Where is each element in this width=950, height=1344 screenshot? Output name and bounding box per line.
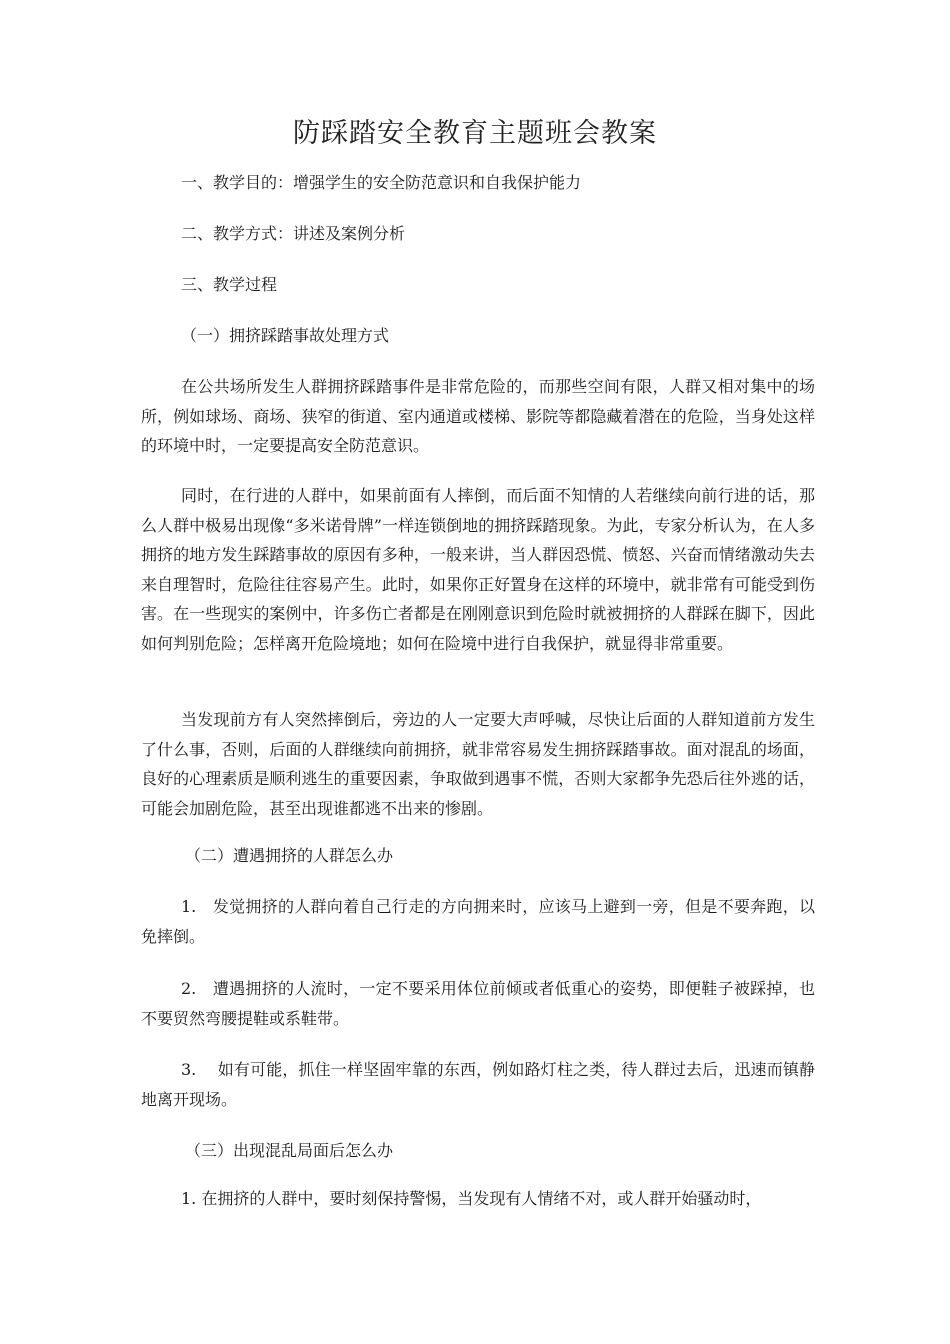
document-title: 防踩踏安全教育主题班会教案 [293,118,657,149]
section-3-heading: （三）出现混乱局面后怎么办 [185,1141,394,1160]
teaching-method: 二、教学方式：讲述及案例分析 [181,224,406,243]
section-1-paragraph-2: 同时，在行进的人群中，如果前面有人摔倒，而后面不知情的人若继续向前行进的话，那么人群中极易出现像“多米诺骨牌”一样连锁倒地的拥挤踩踏现象。为此，专家分析认为，在人多拥挤的地方发生踩踏事故的原因有多种，一般来讲，当人群因恐慌、愤怒、兴奋而情绪激动失去来自理智时，危险往往容易产生。此时，如果你正好置身在这样的环境中，就非常有可能受到伤害。在一些现实的案例中，许多伤亡者都是在刚刚意识到危险时就被拥挤的人群踩在脚下，因此如何判别危险；怎样离开危险境地；如何在险境中进行自我保护，就显得非常重要。 [141,486,815,653]
section-2-item-2: 2. 遭遇拥挤的人流时，一定不要采用体位前倾或者低重心的姿势，即便鞋子被踩掉，也不要贸然弯腰提鞋或系鞋带。 [141,979,815,1028]
section-1-paragraph-3: 当发现前方有人突然摔倒后，旁边的人一定要大声呼喊，尽快让后面的人群知道前方发生了什么事，否则，后面的人群继续向前拥挤，就非常容易发生拥挤踩踏事故。面对混乱的场面，良好的心理素质是顺利逃生的重要因素，争取做到遇事不慌，否则大家都争先恐后往外逃的话，可能会加剧危险，甚至出现谁都逃不出来的惨剧。 [141,710,815,818]
section-2-heading: （二）遭遇拥挤的人群怎么办 [185,846,394,865]
section-3-item-1: 1. 在拥挤的人群中，要时刻保持警惕，当发现有人情绪不对，或人群开始骚动时， [181,1189,762,1208]
section-1-paragraph-1: 在公共场所发生人群拥挤踩踏事件是非常危险的，而那些空间有限，人群又相对集中的场所，例如球场、商场、狭窄的街道、室内通道或楼梯、影院等都隐藏着潜在的危险，当身处这样的环境中时，一定要提高安全防范意识。 [141,377,815,455]
teaching-process-heading: 三、教学过程 [181,275,278,294]
section-2-item-1: 1. 发觉拥挤的人群向着自己行走的方向拥来时，应该马上避到一旁，但是不要奔跑，以免摔倒。 [141,897,815,946]
section-2-item-3: 3. 如有可能，抓住一样坚固牢靠的东西，例如路灯柱之类，待人群过去后，迅速而镇静地离开现场。 [141,1060,815,1109]
section-1-heading: （一）拥挤踩踏事故处理方式 [181,326,390,345]
teaching-objective: 一、教学目的：增强学生的安全防范意识和自我保护能力 [181,173,582,192]
